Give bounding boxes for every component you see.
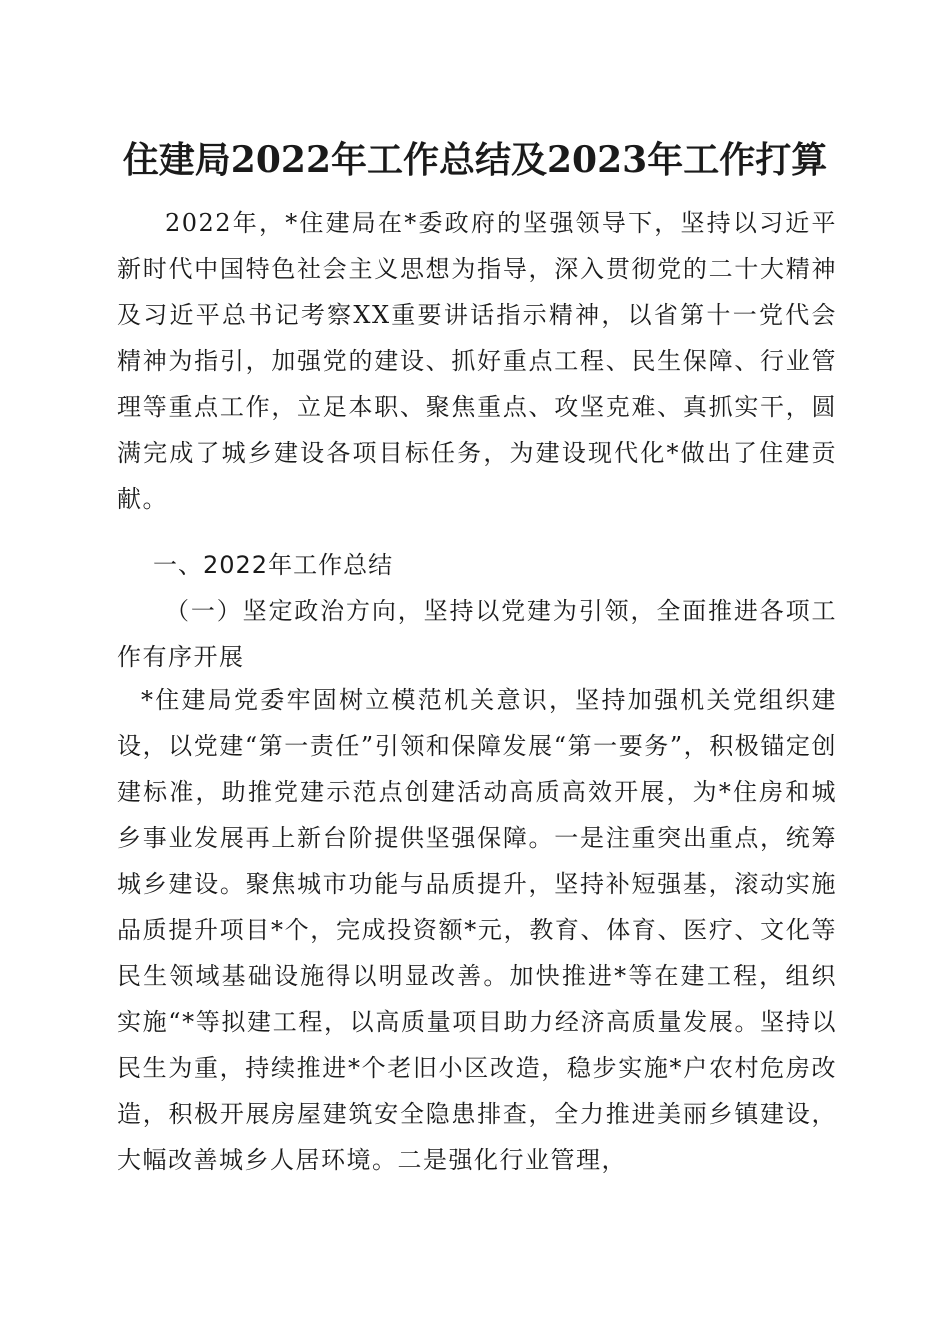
subsection-heading: （一）坚定政治方向，坚持以党建为引领，全面推进各项工作有序开展 bbox=[117, 597, 837, 671]
body-paragraph: *住建局党委牢固树立模范机关意识，坚持加强机关党组织建设，以党建“第一责任”引领和保障发展“第一要务”，积极锚定创建标准，助推党建示范点创建活动高质高效开展，为*住房和城乡事业发展再上新台阶提供坚强保障。一是注重突出重点，统筹城乡建设。聚焦城市功能与品质提升，坚持补短强基，滚动实施品质提升项目*个，完成投资额*元，教育、体育、医疗、文化等民生领域基础设施得以明显改善。加快推进*等在建工程，组织实施“*等拟建工程，以高质量项目助力经济高质量发展。坚持以民生为重，持续推进*个老旧小区改造，稳步实施*户农村危房改造，积极开展房屋建筑安全隐患排查，全力推进美丽乡镇建设，大幅改善城乡人居环境。二是强化行业管理， bbox=[117, 686, 837, 1174]
document-title: 住建局2022年工作总结及2023年工作打算 bbox=[122, 139, 828, 181]
section-heading: 一、2022年工作总结 bbox=[153, 551, 394, 579]
intro-paragraph: 2022年，*住建局在*委政府的坚强领导下，坚持以习近平新时代中国特色社会主义思想为指导，深入贯彻党的二十大精神及习近平总书记考察XX重要讲话指示精神，以省第十一党代会精神为指引，加强党的建设、抓好重点工程、民生保障、行业管理等重点工作，立足本职、聚焦重点、攻坚克难、真抓实干，圆满完成了城乡建设各项目标任务，为建设现代化*做出了住建贡献。 bbox=[117, 209, 837, 513]
